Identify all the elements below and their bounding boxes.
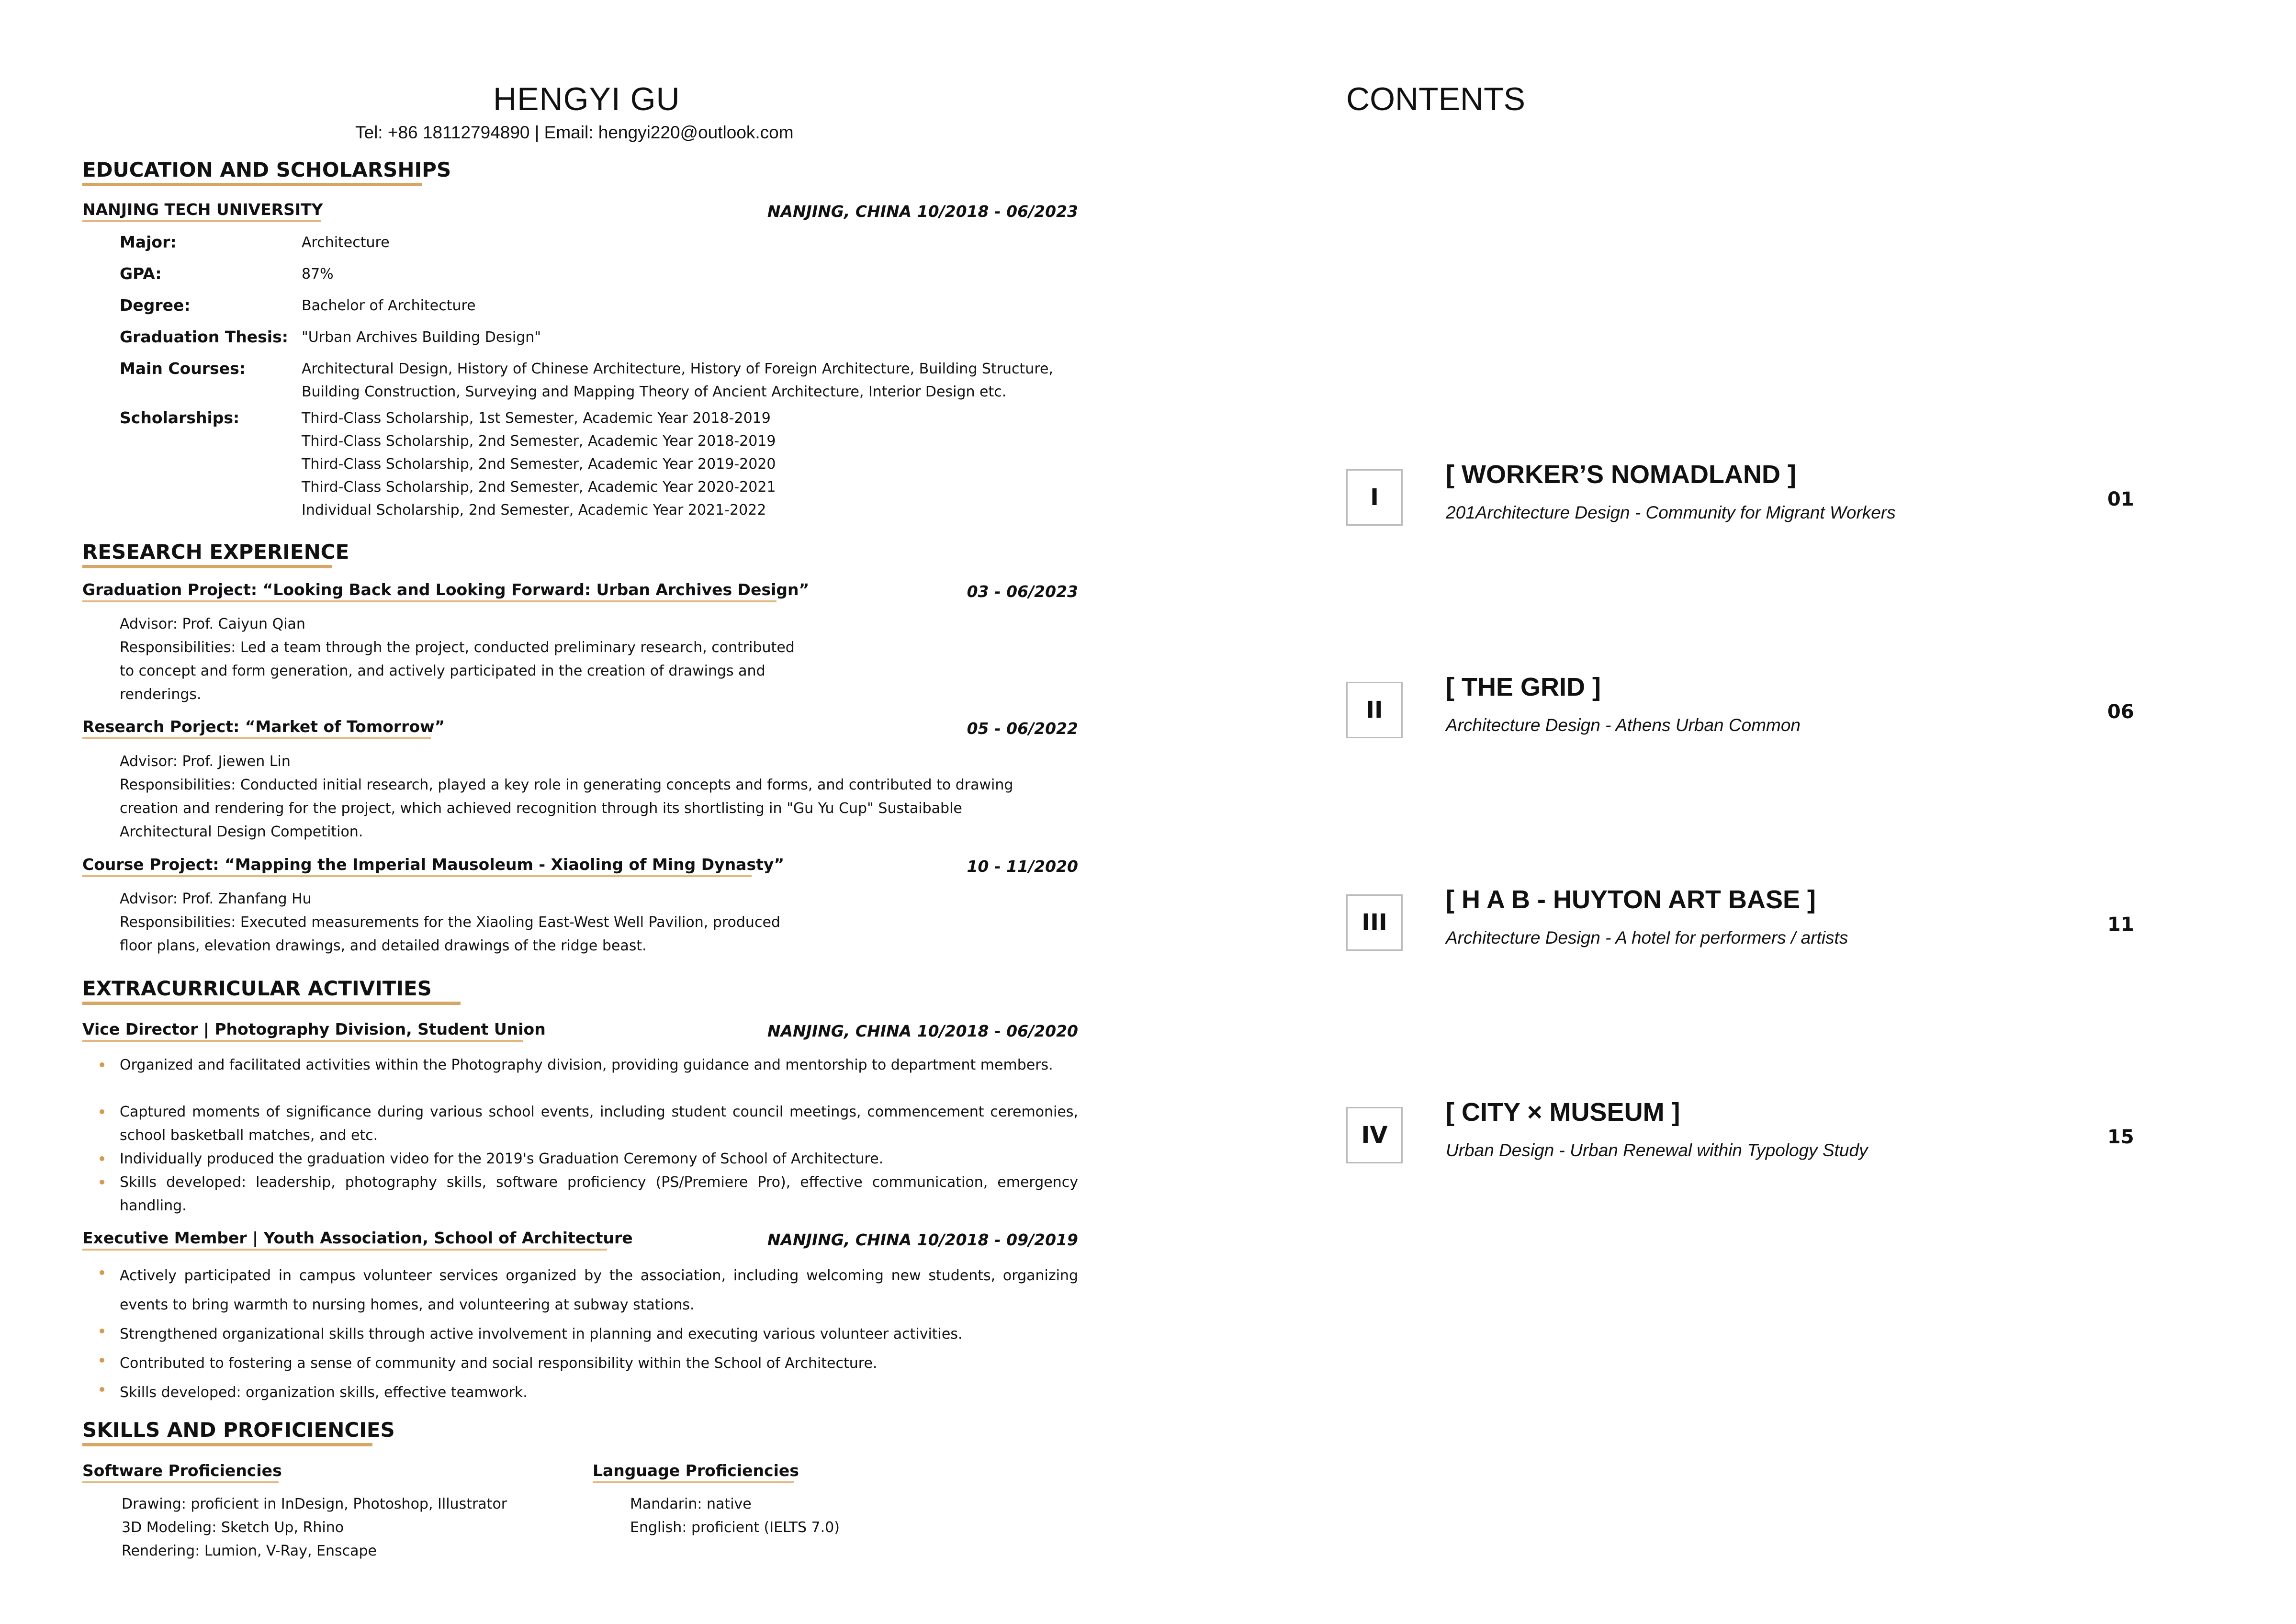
role-bullet: Organized and facilitated activities within the Photography division, providing guidance and mentorship to department members.	[120, 1053, 1078, 1077]
project-desc-line: creation and rendering for the project, which achieved recognition through its shortlisting in "Gu Yu Cup" Sustaibable	[120, 800, 962, 817]
chapter-page: 11	[2107, 914, 2134, 936]
project-desc-line: Responsibilities: Conducted initial research, played a key role in generating concepts and forms, and contributed to drawing	[120, 777, 1013, 793]
contents-entry[interactable]	[1346, 1097, 2150, 1174]
role-date: NANJING, CHINA 10/2018 - 06/2020	[767, 1022, 1078, 1040]
project-advisor: Advisor: Prof. Caiyun Qian	[120, 616, 305, 632]
project-advisor: Advisor: Prof. Zhanfang Hu	[120, 891, 312, 907]
language-item: Mandarin: native	[630, 1496, 752, 1512]
project-desc-line: renderings.	[120, 686, 202, 703]
project-date: 05 - 06/2022	[967, 719, 1078, 738]
role-bullet: Actively participated in campus volunteer services organized by the association, including welcoming new students, organizing events to bring warmth to nursing homes, and volunteering at subway stations.	[120, 1261, 1078, 1320]
project-desc-line: Responsibilities: Led a team through the project, conducted preliminary research, contributed	[120, 639, 795, 656]
chapter-number-box: II	[1346, 682, 1403, 738]
role-date: NANJING, CHINA 10/2018 - 09/2019	[767, 1230, 1078, 1249]
scholarship-item: Third-Class Scholarship, 2nd Semester, Academic Year 2019-2020	[302, 456, 776, 473]
chapter-subtitle: 201Architecture Design - Community for Migrant Workers	[1446, 503, 1896, 522]
role-title: Vice Director | Photography Division, Student Union	[82, 1020, 546, 1038]
resume-name: HENGYI GU	[493, 81, 680, 117]
role-bullet: Skills developed: organization skills, effective teamwork.	[120, 1378, 1078, 1407]
project-date: 03 - 06/2023	[967, 582, 1078, 601]
section-title-research: RESEARCH EXPERIENCE	[82, 540, 349, 564]
project-desc-line: Architectural Design Competition.	[120, 823, 363, 840]
contents-entry[interactable]	[1346, 885, 2150, 961]
chapter-subtitle: Architecture Design - A hotel for performers / artists	[1446, 928, 1848, 947]
courses-line: Building Construction, Surveying and Mapping Theory of Ancient Architecture, Interior Design etc.	[302, 383, 1007, 400]
field-label-scholarships: Scholarships:	[120, 408, 240, 427]
chapter-page: 01	[2107, 488, 2134, 510]
software-item: Rendering: Lumion, V-Ray, Enscape	[122, 1543, 377, 1559]
chapter-title: [ THE GRID ]	[1446, 673, 1601, 701]
chapter-subtitle: Urban Design - Urban Renewal within Typology Study	[1446, 1140, 1868, 1160]
chapter-number-box: III	[1346, 894, 1403, 951]
school-date: NANJING, CHINA 10/2018 - 06/2023	[767, 202, 1078, 221]
section-title-skills: SKILLS AND PROFICIENCIES	[82, 1418, 395, 1442]
contents-entry[interactable]	[1346, 460, 2150, 536]
project-desc-line: Responsibilities: Executed measurements for the Xiaoling East-West Well Pavilion, produced	[120, 914, 780, 931]
software-title: Software Proficiencies	[82, 1461, 282, 1480]
resume-contact: Tel: +86 18112794890 | Email: hengyi220@outlook.com	[355, 123, 794, 142]
language-title: Language Proficiencies	[593, 1461, 799, 1480]
field-label-thesis: Graduation Thesis:	[120, 327, 288, 346]
role-title: Executive Member | Youth Association, School of Architecture	[82, 1229, 633, 1247]
chapter-number-box: I	[1346, 469, 1403, 526]
software-item: Drawing: proficient in InDesign, Photoshop, Illustrator	[122, 1496, 507, 1512]
chapter-title: [ WORKER’S NOMADLAND ]	[1446, 460, 1796, 489]
field-label-courses: Main Courses:	[120, 359, 246, 378]
contents-entry[interactable]	[1346, 672, 2150, 749]
role-bullet: Strengthened organizational skills through active involvement in planning and executing various volunteer activities.	[120, 1320, 1078, 1349]
field-label-major: Major:	[120, 233, 177, 251]
chapter-title: [ CITY × MUSEUM ]	[1446, 1098, 1680, 1127]
role-bullet: Skills developed: leadership, photography skills, software proficiency (PS/Premiere Pro), effective communication, emergency handling.	[120, 1171, 1078, 1218]
role-bullet: Individually produced the graduation video for the 2019's Graduation Ceremony of School of Architecture.	[120, 1147, 1078, 1171]
project-desc-line: to concept and form generation, and actively participated in the creation of drawings and	[120, 663, 765, 679]
chapter-subtitle: Architecture Design - Athens Urban Common	[1446, 715, 1801, 735]
field-label-gpa: GPA:	[120, 264, 162, 283]
section-title-education: EDUCATION AND SCHOLARSHIPS	[82, 158, 451, 181]
project-advisor: Advisor: Prof. Jiewen Lin	[120, 753, 291, 770]
chapter-page: 06	[2107, 701, 2134, 723]
role-bullet: Contributed to fostering a sense of community and social responsibility within the School of Architecture.	[120, 1349, 1078, 1378]
project-desc-line: floor plans, elevation drawings, and detailed drawings of the ridge beast.	[120, 937, 647, 954]
scholarship-item: Third-Class Scholarship, 2nd Semester, Academic Year 2018-2019	[302, 433, 776, 450]
field-value-major: Architecture	[302, 234, 390, 251]
field-label-degree: Degree:	[120, 296, 191, 315]
field-value-degree: Bachelor of Architecture	[302, 297, 476, 314]
courses-line: Architectural Design, History of Chinese Architecture, History of Foreign Architecture, Building Structure,	[302, 361, 1053, 377]
project-title: Course Project: “Mapping the Imperial Mausoleum - Xiaoling of Ming Dynasty”	[82, 855, 784, 874]
field-value-gpa: 87%	[302, 266, 334, 282]
language-item: English: proficient (IELTS 7.0)	[630, 1519, 840, 1536]
project-date: 10 - 11/2020	[967, 857, 1078, 876]
school-name: NANJING TECH UNIVERSITY	[82, 200, 323, 219]
role-bullet: Captured moments of significance during various school events, including student council meetings, commencement ceremonies, school basketball matches, and etc.	[120, 1100, 1078, 1147]
scholarship-item: Third-Class Scholarship, 1st Semester, Academic Year 2018-2019	[302, 410, 771, 427]
contents-title: CONTENTS	[1346, 81, 1525, 117]
project-title: Graduation Project: “Looking Back and Looking Forward: Urban Archives Design”	[82, 580, 809, 599]
software-item: 3D Modeling: Sketch Up, Rhino	[122, 1519, 344, 1536]
field-value-thesis: "Urban Archives Building Design"	[302, 329, 541, 346]
project-title: Research Porject: “Market of Tomorrow”	[82, 717, 445, 736]
chapter-page: 15	[2107, 1126, 2134, 1148]
chapter-title: [ H A B - HUYTON ART BASE ]	[1446, 885, 1816, 914]
chapter-number-box: IV	[1346, 1107, 1403, 1163]
scholarship-item: Individual Scholarship, 2nd Semester, Academic Year 2021-2022	[302, 502, 766, 519]
section-title-extracurricular: EXTRACURRICULAR ACTIVITIES	[82, 977, 432, 1000]
scholarship-item: Third-Class Scholarship, 2nd Semester, Academic Year 2020-2021	[302, 479, 776, 496]
